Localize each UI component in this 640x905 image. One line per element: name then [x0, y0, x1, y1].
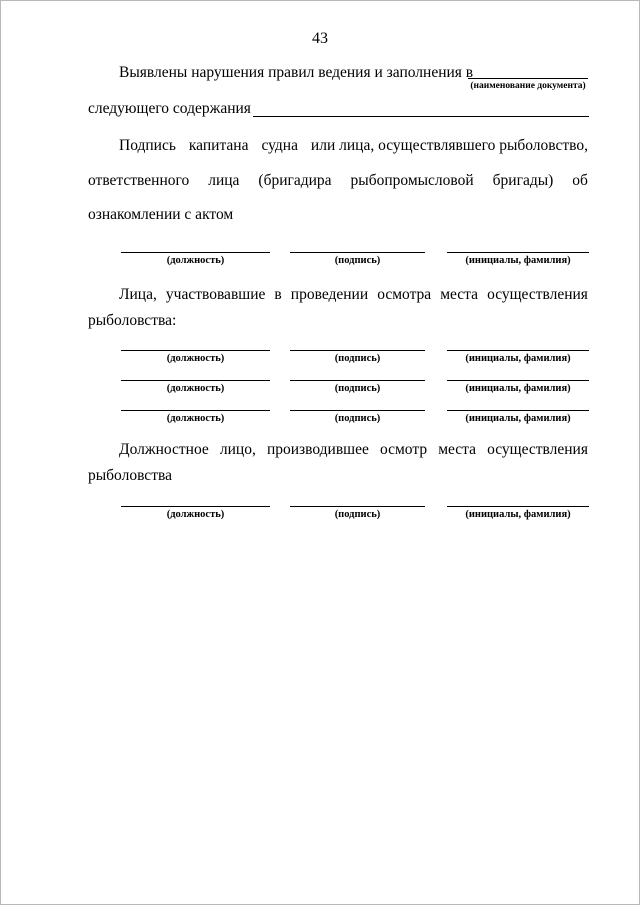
participants-line-2: рыболовства:: [88, 312, 177, 329]
signature-line[interactable]: [290, 380, 425, 381]
captain-word: лица: [208, 172, 240, 189]
signature-caption: (подпись): [334, 255, 381, 266]
position-line[interactable]: [121, 380, 270, 381]
violations-text: Выявлены нарушения правил ведения и заполнения в: [119, 64, 474, 81]
participants-word: места: [440, 286, 479, 303]
name-caption: (инициалы, фамилия): [465, 413, 571, 424]
participants-word: осмотра: [377, 286, 432, 303]
participants-line-1: [119, 286, 588, 304]
position-caption: (должность): [166, 353, 225, 364]
name-caption: (инициалы, фамилия): [465, 255, 571, 266]
captain-word: Подпись: [119, 137, 176, 154]
official-word: осуществления: [487, 441, 588, 458]
official-line-2: рыболовства: [88, 467, 172, 484]
captain-word: судна: [261, 137, 298, 154]
signature-line[interactable]: [290, 252, 425, 253]
participants-word: в: [274, 286, 282, 303]
signature-caption: (подпись): [334, 353, 381, 364]
position-line[interactable]: [121, 410, 270, 411]
name-line[interactable]: [447, 350, 589, 351]
captain-word: бригады): [492, 172, 554, 189]
captain-word: ответственного: [88, 172, 190, 189]
captain-line-2: [88, 172, 588, 190]
captain-word: об: [572, 172, 588, 189]
captain-line-3: ознакомлении с актом: [88, 206, 234, 223]
participants-word: участвовавшие: [165, 286, 266, 303]
content-label: следующего содержания: [88, 100, 251, 117]
signature-line[interactable]: [290, 350, 425, 351]
signature-caption: (подпись): [334, 509, 381, 520]
captain-word: (бригадира: [258, 172, 332, 189]
position-caption: (должность): [166, 413, 225, 424]
position-line[interactable]: [121, 506, 270, 507]
document-name-caption: (наименование документа): [470, 81, 586, 91]
signature-caption: (подпись): [334, 413, 381, 424]
participants-word: Лица,: [119, 286, 157, 303]
captain-line-1: [119, 137, 588, 155]
name-line[interactable]: [447, 380, 589, 381]
name-caption: (инициалы, фамилия): [465, 509, 571, 520]
official-word: лицо,: [219, 441, 256, 458]
captain-word: капитана: [188, 137, 249, 154]
document-name-line[interactable]: [468, 78, 588, 79]
name-caption: (инициалы, фамилия): [465, 383, 571, 394]
official-line-1: [119, 441, 588, 459]
signature-line[interactable]: [290, 506, 425, 507]
official-word: производившее: [266, 441, 369, 458]
name-line[interactable]: [447, 252, 589, 253]
captain-word: или лица, осуществлявшего рыболовство,: [310, 137, 588, 154]
position-line[interactable]: [121, 252, 270, 253]
position-caption: (должность): [166, 509, 225, 520]
page-number: 43: [312, 30, 328, 47]
participants-word: осуществления: [487, 286, 588, 303]
official-word: Должностное: [119, 441, 209, 458]
signature-caption: (подпись): [334, 383, 381, 394]
position-line[interactable]: [121, 350, 270, 351]
name-line[interactable]: [447, 506, 589, 507]
content-line[interactable]: [253, 116, 589, 117]
captain-word: рыбопромысловой: [350, 172, 474, 189]
participants-word: проведении: [290, 286, 369, 303]
official-word: места: [438, 441, 476, 458]
position-caption: (должность): [166, 255, 225, 266]
name-caption: (инициалы, фамилия): [465, 353, 571, 364]
name-line[interactable]: [447, 410, 589, 411]
signature-line[interactable]: [290, 410, 425, 411]
official-word: осмотр: [379, 441, 428, 458]
position-caption: (должность): [166, 383, 225, 394]
